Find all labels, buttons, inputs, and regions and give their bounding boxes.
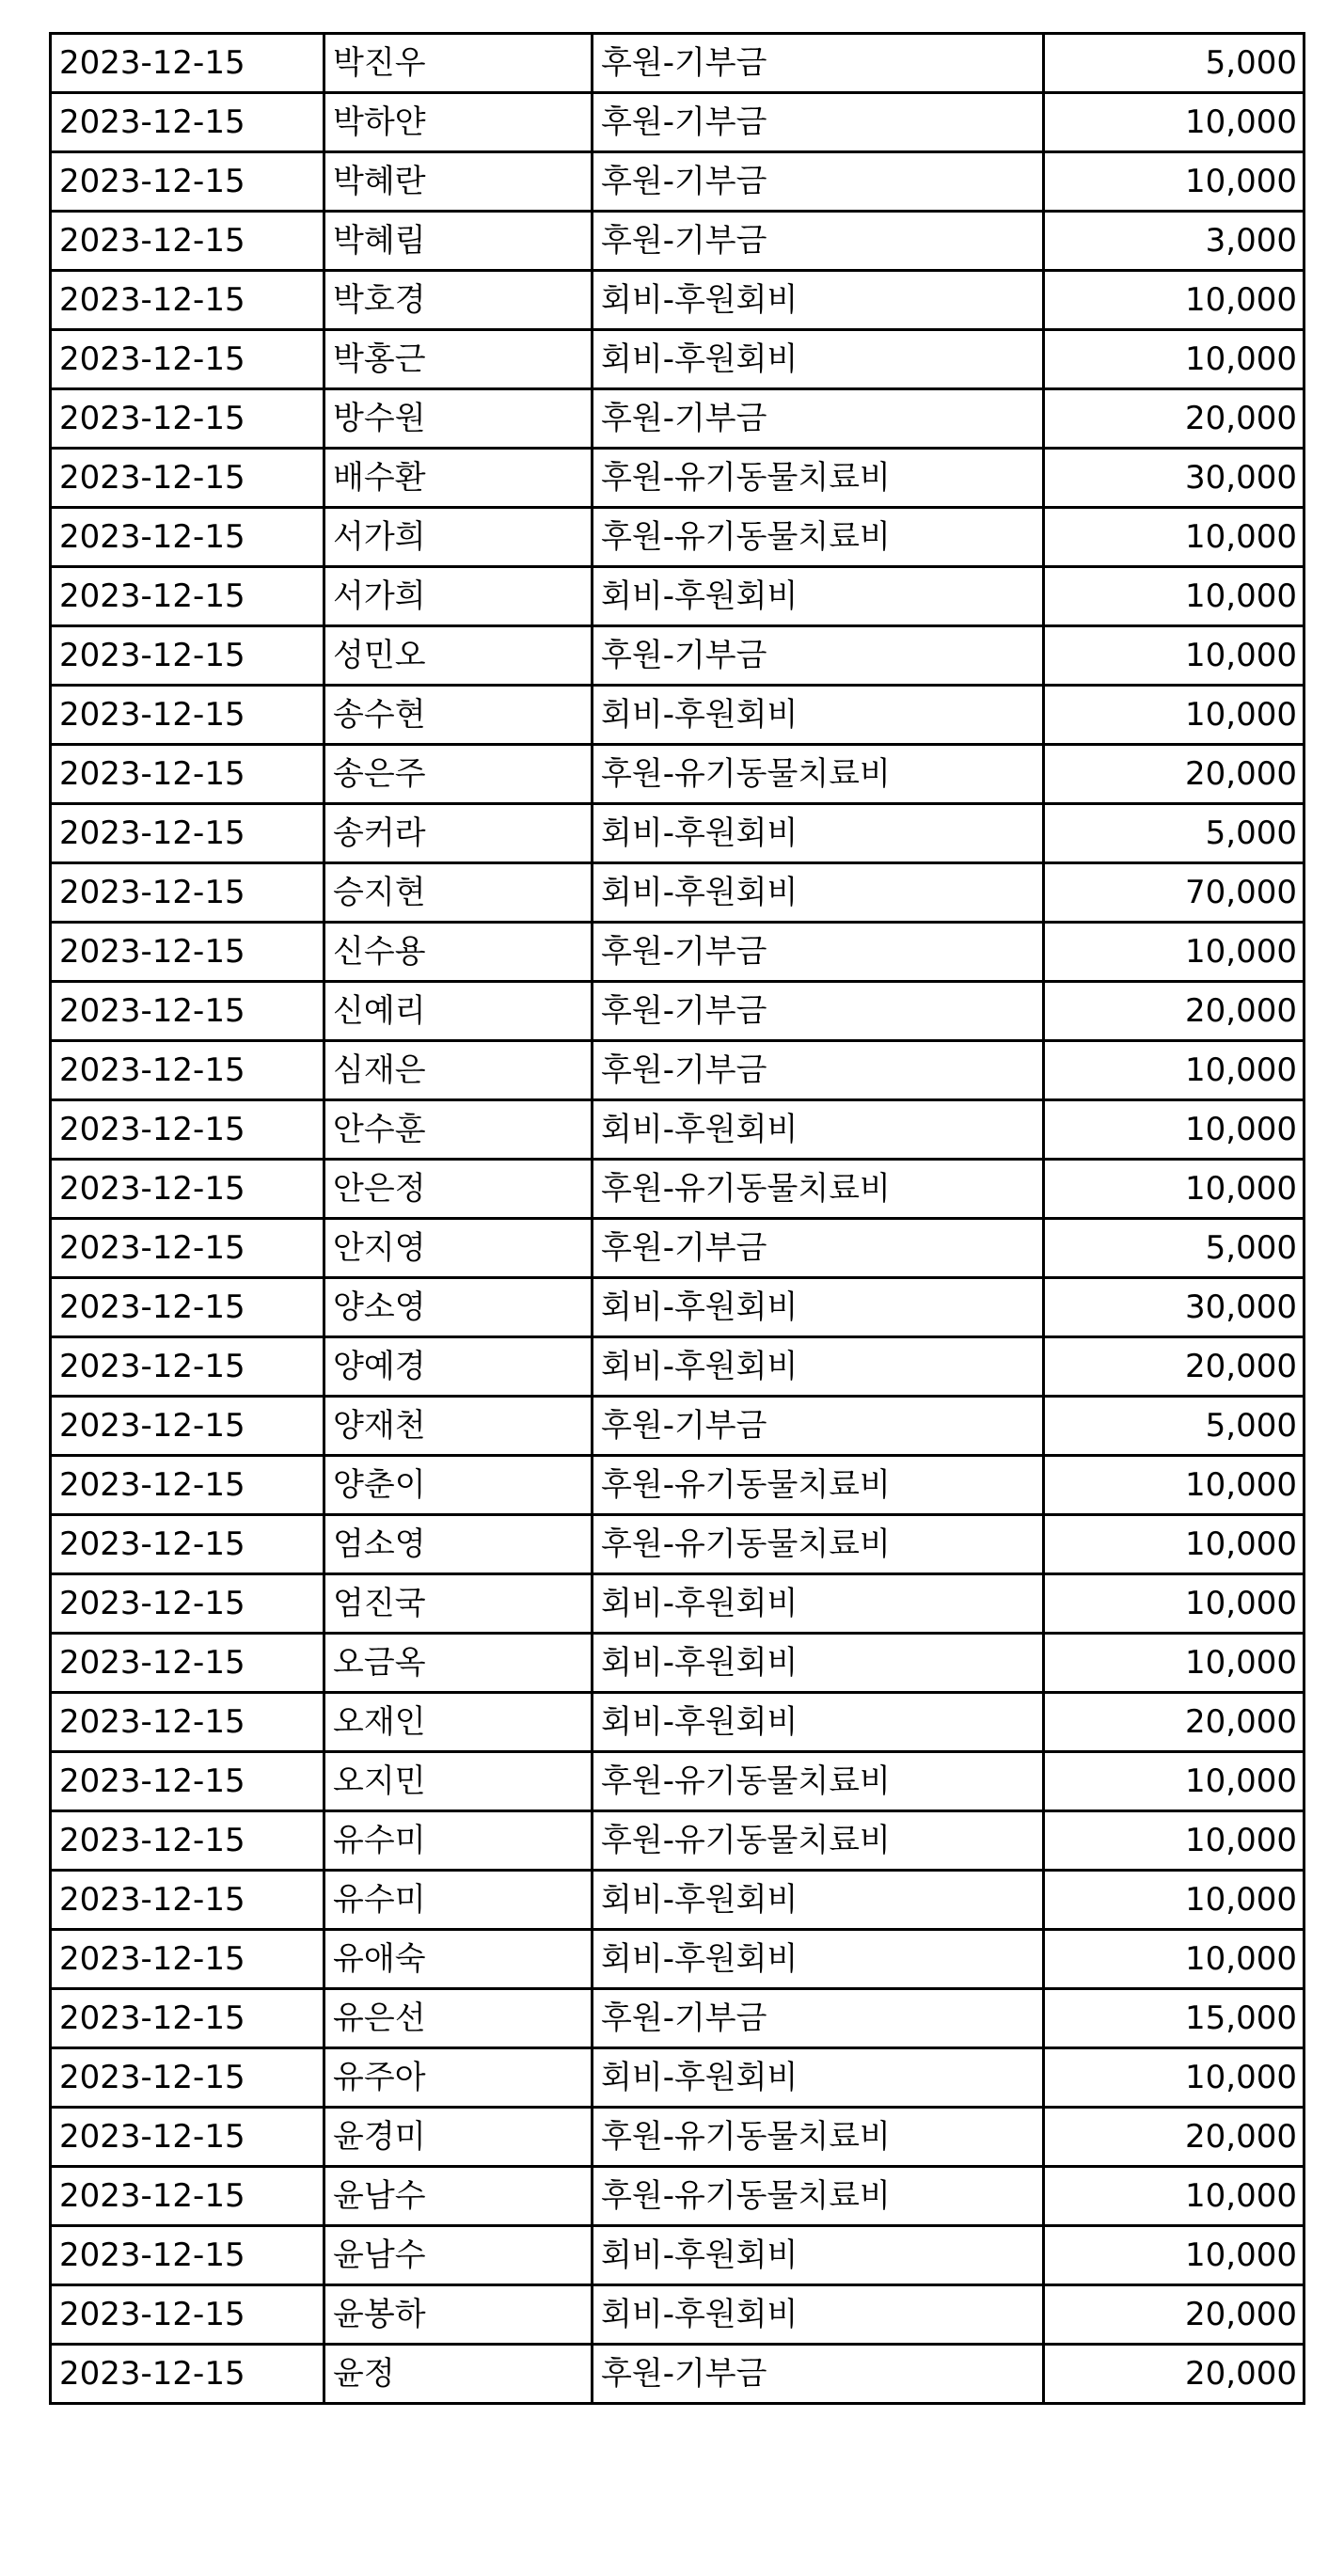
cell-date: 2023-12-15 — [51, 1989, 324, 2048]
cell-donor-name: 윤경미 — [324, 2108, 593, 2167]
cell-amount: 20,000 — [1044, 2108, 1304, 2167]
table-row — [51, 2048, 1304, 2108]
table-row — [51, 449, 1304, 508]
cell-date: 2023-12-15 — [51, 2345, 324, 2404]
cell-category: 회비-후원회비 — [593, 1930, 1044, 1989]
table-row — [51, 686, 1304, 745]
cell-date: 2023-12-15 — [51, 1515, 324, 1574]
cell-date: 2023-12-15 — [51, 330, 324, 389]
cell-amount: 15,000 — [1044, 1989, 1304, 2048]
cell-date: 2023-12-15 — [51, 1160, 324, 1219]
cell-amount: 10,000 — [1044, 567, 1304, 626]
cell-donor-name: 엄진국 — [324, 1574, 593, 1634]
cell-date: 2023-12-15 — [51, 2167, 324, 2226]
cell-category: 회비-후원회비 — [593, 2048, 1044, 2108]
table-row — [51, 1219, 1304, 1278]
cell-amount: 20,000 — [1044, 389, 1304, 449]
table-row — [51, 508, 1304, 567]
cell-donor-name: 유주아 — [324, 2048, 593, 2108]
cell-date: 2023-12-15 — [51, 1574, 324, 1634]
cell-date: 2023-12-15 — [51, 389, 324, 449]
table-row — [51, 2108, 1304, 2167]
cell-category: 후원-기부금 — [593, 389, 1044, 449]
cell-category: 후원-기부금 — [593, 1989, 1044, 2048]
cell-category: 후원-기부금 — [593, 93, 1044, 152]
cell-amount: 10,000 — [1044, 508, 1304, 567]
cell-donor-name: 심재은 — [324, 1041, 593, 1100]
table-row — [51, 93, 1304, 152]
cell-amount: 10,000 — [1044, 1100, 1304, 1160]
cell-amount: 20,000 — [1044, 1337, 1304, 1397]
cell-date: 2023-12-15 — [51, 508, 324, 567]
cell-date: 2023-12-15 — [51, 1871, 324, 1930]
cell-amount: 10,000 — [1044, 1634, 1304, 1693]
cell-date: 2023-12-15 — [51, 686, 324, 745]
cell-date: 2023-12-15 — [51, 863, 324, 923]
cell-amount: 10,000 — [1044, 152, 1304, 212]
table-row — [51, 1397, 1304, 1456]
table-row — [51, 34, 1304, 93]
cell-amount: 10,000 — [1044, 686, 1304, 745]
cell-amount: 10,000 — [1044, 2167, 1304, 2226]
cell-amount: 10,000 — [1044, 1871, 1304, 1930]
cell-category: 회비-후원회비 — [593, 1574, 1044, 1634]
ledger-body — [51, 34, 1304, 2404]
cell-donor-name: 승지현 — [324, 863, 593, 923]
table-row — [51, 1515, 1304, 1574]
table-row — [51, 2285, 1304, 2345]
cell-donor-name: 박호경 — [324, 271, 593, 330]
cell-amount: 5,000 — [1044, 34, 1304, 93]
table-row — [51, 567, 1304, 626]
table-row — [51, 1100, 1304, 1160]
cell-category: 후원-기부금 — [593, 626, 1044, 686]
table-row — [51, 2345, 1304, 2404]
cell-category: 후원-기부금 — [593, 923, 1044, 982]
cell-donor-name: 오금옥 — [324, 1634, 593, 1693]
cell-donor-name: 윤남수 — [324, 2167, 593, 2226]
cell-date: 2023-12-15 — [51, 567, 324, 626]
cell-category: 후원-기부금 — [593, 34, 1044, 93]
cell-date: 2023-12-15 — [51, 1752, 324, 1811]
cell-date: 2023-12-15 — [51, 1397, 324, 1456]
cell-amount: 30,000 — [1044, 1278, 1304, 1337]
cell-date: 2023-12-15 — [51, 1634, 324, 1693]
table-row — [51, 982, 1304, 1041]
cell-date: 2023-12-15 — [51, 1930, 324, 1989]
cell-category: 회비-후원회비 — [593, 1337, 1044, 1397]
cell-category: 회비-후원회비 — [593, 2285, 1044, 2345]
table-row — [51, 804, 1304, 863]
cell-date: 2023-12-15 — [51, 271, 324, 330]
cell-donor-name: 양예경 — [324, 1337, 593, 1397]
cell-amount: 10,000 — [1044, 1811, 1304, 1871]
cell-category: 후원-기부금 — [593, 1397, 1044, 1456]
cell-donor-name: 안수훈 — [324, 1100, 593, 1160]
table-row — [51, 1693, 1304, 1752]
cell-donor-name: 신예리 — [324, 982, 593, 1041]
cell-donor-name: 유애숙 — [324, 1930, 593, 1989]
table-row — [51, 1634, 1304, 1693]
cell-date: 2023-12-15 — [51, 34, 324, 93]
cell-category: 회비-후원회비 — [593, 1693, 1044, 1752]
table-row — [51, 1456, 1304, 1515]
cell-donor-name: 유수미 — [324, 1871, 593, 1930]
cell-date: 2023-12-15 — [51, 2048, 324, 2108]
cell-date: 2023-12-15 — [51, 626, 324, 686]
cell-amount: 20,000 — [1044, 982, 1304, 1041]
donation-ledger-table — [49, 32, 1305, 2405]
cell-category: 후원-유기동물치료비 — [593, 1752, 1044, 1811]
cell-donor-name: 양춘이 — [324, 1456, 593, 1515]
cell-date: 2023-12-15 — [51, 1693, 324, 1752]
cell-amount: 20,000 — [1044, 745, 1304, 804]
cell-category: 회비-후원회비 — [593, 686, 1044, 745]
cell-amount: 5,000 — [1044, 1219, 1304, 1278]
cell-amount: 10,000 — [1044, 1930, 1304, 1989]
cell-donor-name: 안지영 — [324, 1219, 593, 1278]
cell-category: 회비-후원회비 — [593, 2226, 1044, 2285]
cell-category: 후원-유기동물치료비 — [593, 1456, 1044, 1515]
cell-donor-name: 오지민 — [324, 1752, 593, 1811]
cell-category: 후원-기부금 — [593, 1219, 1044, 1278]
cell-date: 2023-12-15 — [51, 449, 324, 508]
cell-category: 후원-기부금 — [593, 212, 1044, 271]
cell-date: 2023-12-15 — [51, 923, 324, 982]
cell-donor-name: 서가희 — [324, 508, 593, 567]
cell-date: 2023-12-15 — [51, 152, 324, 212]
cell-donor-name: 유수미 — [324, 1811, 593, 1871]
cell-donor-name: 송은주 — [324, 745, 593, 804]
cell-date: 2023-12-15 — [51, 2285, 324, 2345]
table-row — [51, 626, 1304, 686]
cell-category: 후원-기부금 — [593, 982, 1044, 1041]
cell-category: 후원-기부금 — [593, 1041, 1044, 1100]
table-row — [51, 271, 1304, 330]
cell-donor-name: 방수원 — [324, 389, 593, 449]
cell-category: 후원-유기동물치료비 — [593, 508, 1044, 567]
cell-amount: 20,000 — [1044, 2285, 1304, 2345]
cell-amount: 70,000 — [1044, 863, 1304, 923]
table-row — [51, 1752, 1304, 1811]
cell-date: 2023-12-15 — [51, 1811, 324, 1871]
cell-date: 2023-12-15 — [51, 2226, 324, 2285]
cell-date: 2023-12-15 — [51, 982, 324, 1041]
cell-category: 회비-후원회비 — [593, 271, 1044, 330]
cell-date: 2023-12-15 — [51, 1100, 324, 1160]
cell-donor-name: 송커라 — [324, 804, 593, 863]
cell-amount: 10,000 — [1044, 1160, 1304, 1219]
table-row — [51, 1871, 1304, 1930]
table-row — [51, 389, 1304, 449]
cell-amount: 10,000 — [1044, 923, 1304, 982]
cell-amount: 5,000 — [1044, 1397, 1304, 1456]
cell-donor-name: 서가희 — [324, 567, 593, 626]
cell-donor-name: 배수환 — [324, 449, 593, 508]
cell-date: 2023-12-15 — [51, 1337, 324, 1397]
cell-donor-name: 안은정 — [324, 1160, 593, 1219]
cell-date: 2023-12-15 — [51, 1219, 324, 1278]
cell-amount: 20,000 — [1044, 2345, 1304, 2404]
cell-amount: 10,000 — [1044, 1041, 1304, 1100]
cell-category: 회비-후원회비 — [593, 330, 1044, 389]
cell-donor-name: 윤정 — [324, 2345, 593, 2404]
cell-date: 2023-12-15 — [51, 212, 324, 271]
table-row — [51, 1041, 1304, 1100]
table-row — [51, 1811, 1304, 1871]
table-row — [51, 1278, 1304, 1337]
cell-category: 회비-후원회비 — [593, 1100, 1044, 1160]
cell-donor-name: 박홍근 — [324, 330, 593, 389]
cell-amount: 10,000 — [1044, 330, 1304, 389]
cell-donor-name: 박하얀 — [324, 93, 593, 152]
cell-category: 회비-후원회비 — [593, 1871, 1044, 1930]
cell-amount: 20,000 — [1044, 1693, 1304, 1752]
cell-donor-name: 윤남수 — [324, 2226, 593, 2285]
table-row — [51, 212, 1304, 271]
table-row — [51, 1989, 1304, 2048]
cell-date: 2023-12-15 — [51, 93, 324, 152]
cell-donor-name: 신수용 — [324, 923, 593, 982]
cell-amount: 10,000 — [1044, 93, 1304, 152]
cell-donor-name: 엄소영 — [324, 1515, 593, 1574]
cell-date: 2023-12-15 — [51, 2108, 324, 2167]
cell-category: 회비-후원회비 — [593, 1634, 1044, 1693]
cell-category: 후원-유기동물치료비 — [593, 1811, 1044, 1871]
table-row — [51, 330, 1304, 389]
table-row — [51, 1574, 1304, 1634]
cell-category: 회비-후원회비 — [593, 863, 1044, 923]
cell-amount: 10,000 — [1044, 1752, 1304, 1811]
cell-date: 2023-12-15 — [51, 804, 324, 863]
cell-category: 후원-유기동물치료비 — [593, 2167, 1044, 2226]
table-row — [51, 2226, 1304, 2285]
cell-date: 2023-12-15 — [51, 1041, 324, 1100]
cell-category: 후원-기부금 — [593, 152, 1044, 212]
cell-category: 후원-유기동물치료비 — [593, 449, 1044, 508]
cell-donor-name: 박진우 — [324, 34, 593, 93]
cell-donor-name: 유은선 — [324, 1989, 593, 2048]
cell-amount: 10,000 — [1044, 1574, 1304, 1634]
cell-amount: 10,000 — [1044, 1456, 1304, 1515]
cell-amount: 10,000 — [1044, 2048, 1304, 2108]
cell-amount: 5,000 — [1044, 804, 1304, 863]
table-row — [51, 923, 1304, 982]
table-row — [51, 1160, 1304, 1219]
cell-donor-name: 양소영 — [324, 1278, 593, 1337]
cell-category: 후원-유기동물치료비 — [593, 1515, 1044, 1574]
cell-donor-name: 박혜란 — [324, 152, 593, 212]
cell-amount: 10,000 — [1044, 271, 1304, 330]
cell-amount: 10,000 — [1044, 626, 1304, 686]
table-row — [51, 1930, 1304, 1989]
table-row — [51, 745, 1304, 804]
cell-donor-name: 양재천 — [324, 1397, 593, 1456]
cell-category: 후원-유기동물치료비 — [593, 745, 1044, 804]
cell-category: 회비-후원회비 — [593, 567, 1044, 626]
table-row — [51, 863, 1304, 923]
cell-donor-name: 성민오 — [324, 626, 593, 686]
cell-donor-name: 윤봉하 — [324, 2285, 593, 2345]
cell-category: 후원-유기동물치료비 — [593, 1160, 1044, 1219]
cell-date: 2023-12-15 — [51, 745, 324, 804]
cell-category: 후원-유기동물치료비 — [593, 2108, 1044, 2167]
cell-category: 회비-후원회비 — [593, 804, 1044, 863]
cell-category: 회비-후원회비 — [593, 1278, 1044, 1337]
cell-amount: 10,000 — [1044, 1515, 1304, 1574]
table-row — [51, 1337, 1304, 1397]
cell-donor-name: 박혜림 — [324, 212, 593, 271]
table-row — [51, 152, 1304, 212]
cell-amount: 30,000 — [1044, 449, 1304, 508]
table-row — [51, 2167, 1304, 2226]
cell-donor-name: 오재인 — [324, 1693, 593, 1752]
cell-amount: 3,000 — [1044, 212, 1304, 271]
cell-amount: 10,000 — [1044, 2226, 1304, 2285]
cell-donor-name: 송수현 — [324, 686, 593, 745]
cell-date: 2023-12-15 — [51, 1278, 324, 1337]
cell-date: 2023-12-15 — [51, 1456, 324, 1515]
cell-category: 후원-기부금 — [593, 2345, 1044, 2404]
